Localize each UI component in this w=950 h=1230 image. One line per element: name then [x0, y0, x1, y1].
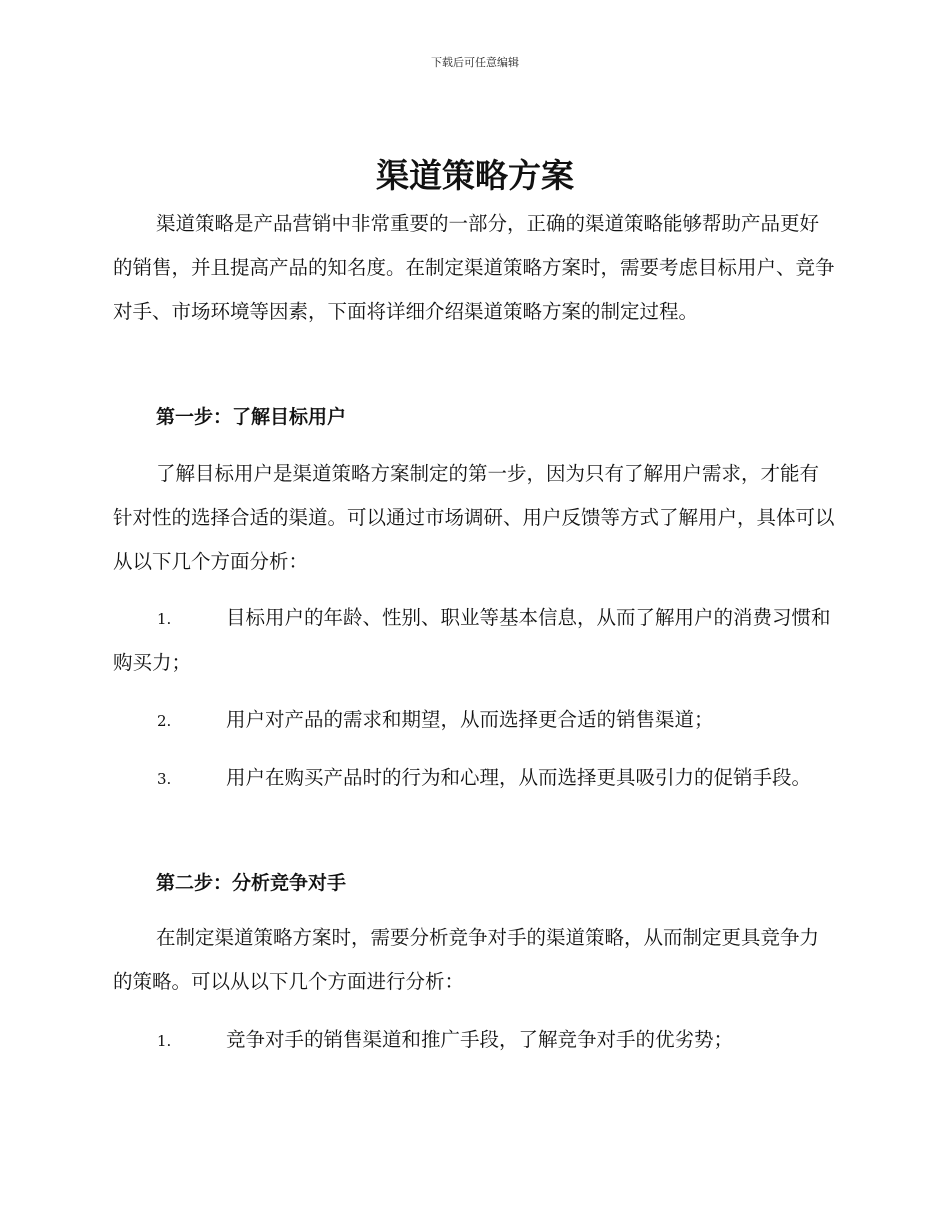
list-item	[113, 1018, 835, 1063]
list-item-number: 2.	[157, 712, 172, 730]
intro-paragraph: 渠道策略是产品营销中非常重要的一部分，正确的渠道策略能够帮助产品更好的销售，并且提高产品的知名度。在制定渠道策略方案时，需要考虑目标用户、竞争对手、市场环境等因素，下面将详细介绍渠道策略方案的制定过程。	[113, 212, 835, 323]
list-item-text: 用户在购买产品时的行为和心理，从而选择更具吸引力的促销手段。	[226, 766, 812, 789]
list-item-text: 目标用户的年龄、性别、职业等基本信息，从而了解用户的消费习惯和购买力；	[113, 606, 831, 674]
list-item	[113, 698, 835, 743]
list-item-number: 1.	[157, 610, 172, 628]
list-item	[113, 756, 835, 801]
document-title: 渠道策略方案	[376, 156, 574, 195]
step1-heading: 第一步：了解目标用户	[156, 406, 347, 428]
list-item	[113, 596, 835, 685]
list-item-text: 竞争对手的销售渠道和推广手段，了解竞争对手的优劣势；	[226, 1028, 734, 1051]
step1-paragraph: 了解目标用户是渠道策略方案制定的第一步，因为只有了解用户需求，才能有针对性的选择合适的渠道。可以通过市场调研、用户反馈等方式了解用户，具体可以从以下几个方面分析：	[113, 462, 835, 573]
step2-paragraph: 在制定渠道策略方案时，需要分析竞争对手的渠道策略，从而制定更具竞争力的策略。可以从以下几个方面进行分析：	[113, 926, 820, 993]
list-item-number: 1.	[157, 1032, 172, 1050]
list-item-number: 3.	[157, 770, 172, 788]
step2-heading: 第二步：分析竞争对手	[156, 872, 347, 894]
header-note: 下载后可任意编辑	[431, 56, 519, 69]
list-item-text: 用户对产品的需求和期望，从而选择更合适的销售渠道；	[226, 708, 714, 731]
